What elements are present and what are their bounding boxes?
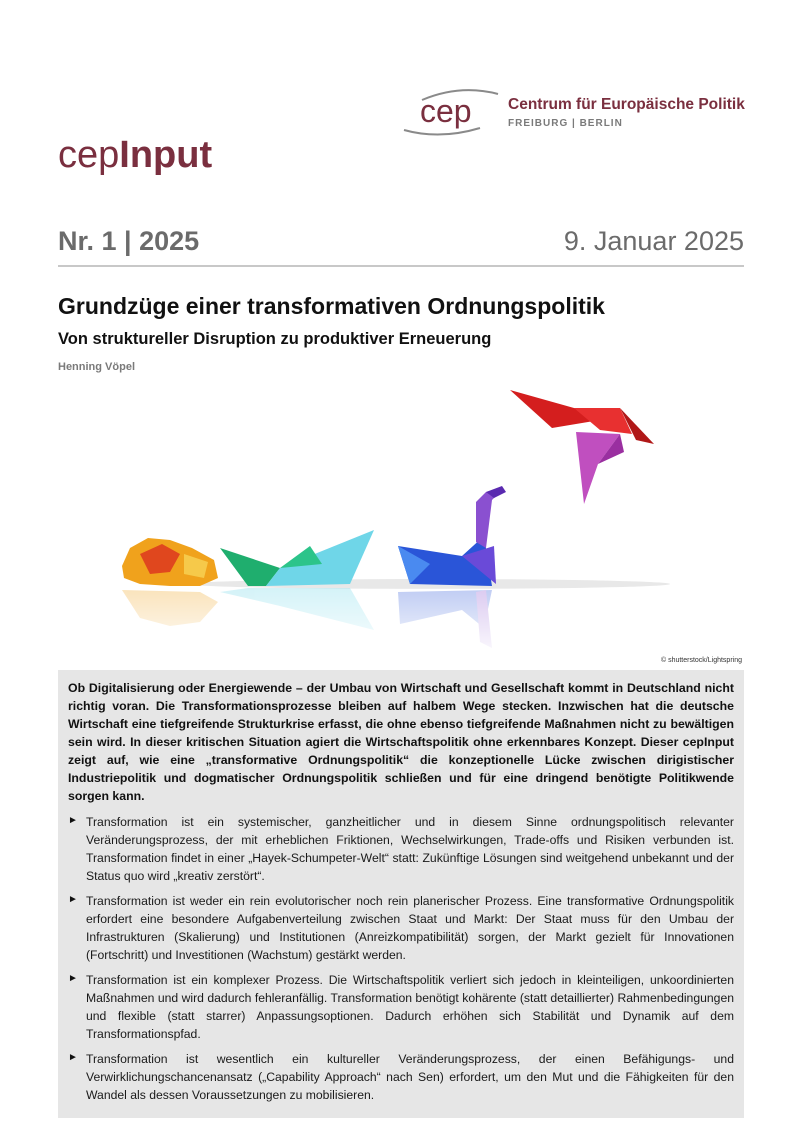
brand-suffix: Input — [119, 134, 213, 176]
summary-bullet-text: Transformation ist weder ein rein evolutorischer noch rein planerischer Prozess. Eine transformative Ordnungspolitik erfordert eine besondere Aufgabenverteilung zwischen Staat und Markt: Der Staat muss für den Umbau der Infrastrukturen (Skalierung) und Institutionen (Anreizkompatibilität) sorgen, der Markt gezielt für Innovationen (Fortschritt) und Investitionen (Wachstum) gestärkt werden. — [86, 894, 734, 962]
paper-boat-shape — [220, 530, 374, 586]
summary-bullet-text: Transformation ist ein systemischer, ganzheitlicher und in diesem Sinne ordnungspolitisch relevanter Veränderungsprozess, der mit erheblichen Friktionen, Wechselwirkungen, Trade-offs und Risiken verbunden ist. Transformation findet in einer „Hayek-Schumpeter-Welt“ statt: Zukünftige Lösungen sind weitgehend unbekannt und der Status quo wird „kreativ zerstört“. — [86, 815, 734, 883]
summary-bullet — [68, 971, 734, 1043]
paper-bird-shape — [510, 390, 654, 504]
document-subtitle: Von struktureller Disruption zu produktiver Erneuerung — [58, 330, 492, 348]
cep-logo — [400, 86, 745, 138]
series-brand — [58, 134, 212, 177]
header-divider — [58, 265, 744, 267]
organization-name: Centrum für Europäische Politik — [508, 96, 745, 113]
hero-image — [100, 378, 740, 662]
triangle-right-icon: ► — [68, 815, 78, 826]
triangle-right-icon: ► — [68, 973, 78, 984]
issue-number: Nr. 1 | 2025 — [58, 226, 200, 256]
document-title: Grundzüge einer transformativen Ordnungspolitik — [58, 293, 605, 319]
publication-date: 9. Januar 2025 — [563, 226, 744, 256]
summary-bullet — [68, 1050, 734, 1104]
triangle-right-icon: ► — [68, 1052, 78, 1063]
summary-bullet — [68, 892, 734, 964]
organization-locations: FREIBURG | BERLIN — [508, 118, 623, 129]
author-name: Henning Vöpel — [58, 361, 135, 373]
summary-bullet — [68, 813, 734, 885]
cep-logo-mark — [400, 86, 505, 138]
logo-mark-text: cep — [420, 93, 472, 129]
summary-bullet-text: Transformation ist ein komplexer Prozess. Die Wirtschaftspolitik verliert sich jedoch in kleinteiligen, unkoordinierten Maßnahmen und wird dadurch fehleranfällig. Transformation benötigt kohärente (statt detaillierter) Rahmenbedingungen und flexible (statt starrer) Anpassungsoptionen. Dadurch erhöhen sich Stabilität und Dynamik auf dem Transformationspfad. — [86, 973, 734, 1041]
image-credit: © shutterstock/Lightspring — [660, 657, 742, 664]
summary-bullet-text: Transformation ist wesentlich ein kultureller Veränderungsprozess, der einen Befähigungs- und Verwirklichungschancenansatz („Capability Approach“ nach Sen) erfordert, um den Mut und die Fähigkeiten für den Wandel als dessen Voraussetzungen zu mobilisieren. — [86, 1052, 734, 1102]
brand-prefix: cep — [58, 134, 120, 176]
paper-swan-shape — [398, 486, 506, 586]
summary-box — [58, 670, 744, 1118]
triangle-right-icon: ► — [68, 894, 78, 905]
crumpled-paper-shape — [122, 538, 218, 586]
summary-intro: Ob Digitalisierung oder Energiewende – der Umbau von Wirtschaft und Gesellschaft kommt in Deutschland nicht richtig voran. Die Transformationsprozesse bleiben auf halbem Wege stecken. Inzwischen hat die deutsche Wirtschaft eine tiefgreifende Strukturkrise erfasst, die ohne ebenso tiefgreifende Maßnahmen nicht zu bewältigen sein wird. In dieser kritischen Situation agiert die Wirtschaftspolitik ohne erkennbares Konzept. Dieser cepInput zeigt auf, wie eine „transformative Ordnungspolitik“ die konzeptionelle Lücke zwischen dirigistischer Industriepolitik und dogmatischer Ordnungspolitik schließen und für eine dringend benötigte Politikwende sorgen kann. — [68, 681, 734, 803]
